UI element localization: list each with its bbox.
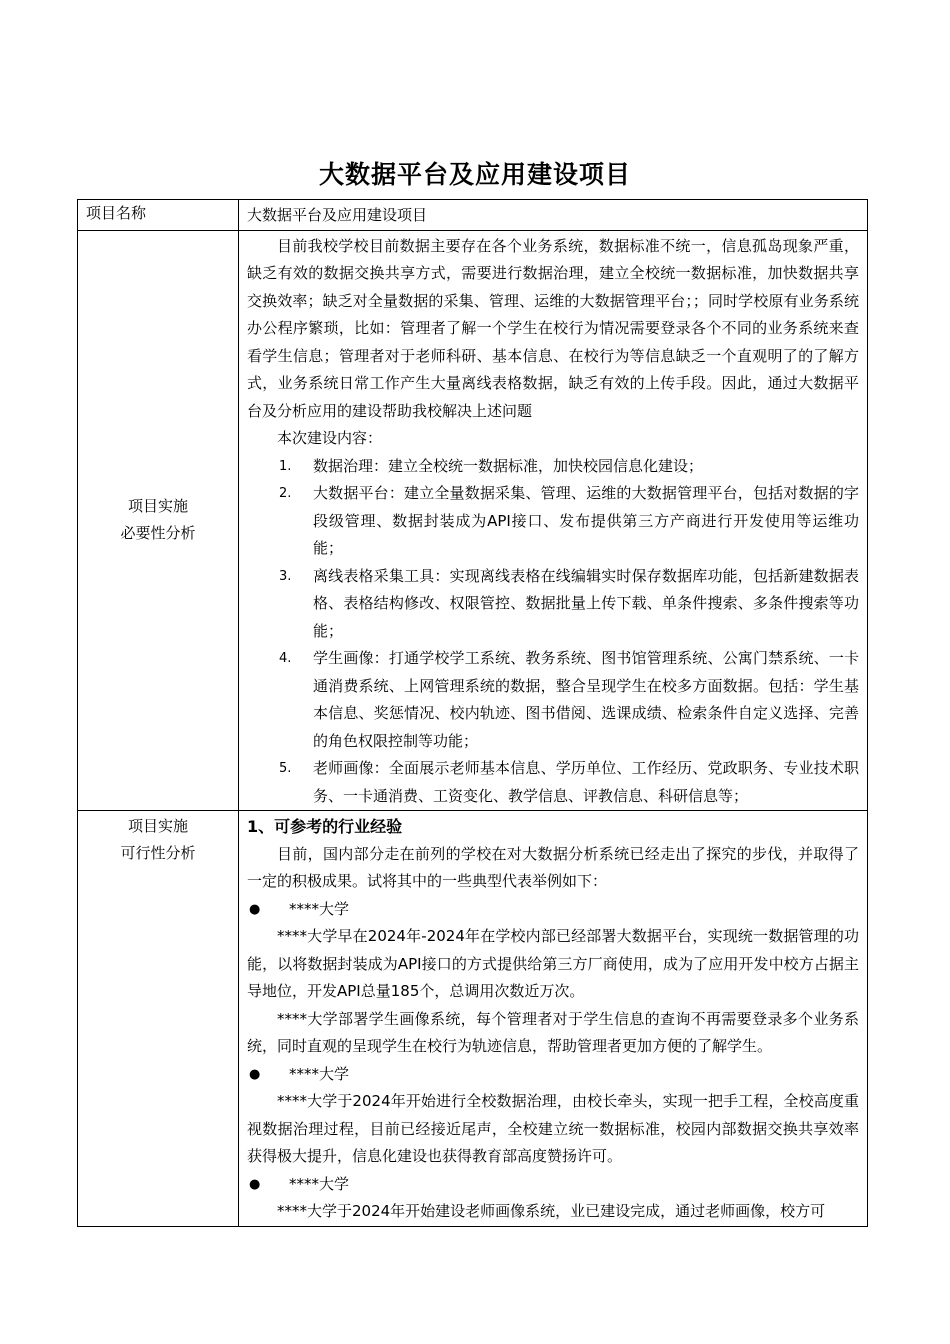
- label-necessity-line2: 必要性分析: [120, 524, 196, 543]
- label-necessity: [78, 230, 239, 811]
- list-item: [247, 480, 859, 563]
- item-number: 1.: [279, 458, 292, 474]
- paragraph-university-1a: ****大学早在2024年-2024年在学校内部已经部署大数据平台，实现统一数据管理的功能，以将数据封装成为API接口的方式提供给第三方厂商使用，成为了应用开发中校方占据主导地位，开发API总量185个，总调用次数近万次。: [247, 927, 859, 1000]
- list-item: [247, 563, 859, 646]
- bullet-dot-icon: ●: [249, 1176, 261, 1192]
- list-item: [247, 453, 859, 481]
- paragraph-university-3: ****大学于2024年开始建设老师画像系统，业已建设完成，通过老师画像，校方可: [277, 1202, 826, 1220]
- paragraph-university-1b: ****大学部署学生画像系统，每个管理者对于学生信息的查询不再需要登录多个业务系统，同时直观的呈现学生在校行为轨迹信息，帮助管理者更加方便的了解学生。: [247, 1009, 859, 1055]
- label-project-name: 项目名称: [78, 200, 239, 231]
- project-table: [77, 199, 868, 1227]
- label-feasibility-line1: 项目实施: [127, 817, 188, 835]
- paragraph-university-2: ****大学于2024年开始进行全校数据治理，由校长牵头，实现一把手工程，全校高度重视数据治理过程，目前已经接近尾声，全校建立统一数据标准，校园内部数据交换共享效率获得极大提升，信息化建设也获得教育部高度赞扬许可。: [247, 1092, 859, 1165]
- bullet-label: ****大学: [289, 1174, 350, 1193]
- item-number: 4.: [279, 651, 292, 666]
- item-text: 老师画像：全面展示老师基本信息、学历单位、工作经历、党政职务、专业技术职务、一卡通消费、工资变化、教学信息、评教信息、科研信息等；: [313, 759, 859, 805]
- value-project-name: 大数据平台及应用建设项目: [239, 200, 868, 231]
- feasibility-intro: 目前，国内部分走在前列的学校在对大数据分析系统已经走出了探究的步伐，并取得了一定的积极成果。试将其中的一些典型代表举例如下：: [247, 844, 859, 890]
- table-row-project-name: [78, 200, 868, 231]
- feasibility-content: [239, 811, 868, 1227]
- bullet-university-3: [247, 1171, 859, 1199]
- item-text: 学生画像：打通学校学工系统、教务系统、图书馆管理系统、公寓门禁系统、一卡通消费系统、上网管理系统的数据，整合呈现学生在校多方面数据。包括：学生基本信息、奖惩情况、校内轨迹、图书借阅、选课成绩、检索条件自定义选择、完善的角色权限控制等功能；: [313, 649, 859, 750]
- bullet-university-1: [247, 896, 859, 924]
- item-number: 5.: [279, 761, 292, 776]
- necessity-intro: 目前我校学校目前数据主要存在各个业务系统，数据标准不统一，信息孤岛现象严重，缺乏有效的数据交换共享方式，需要进行数据治理，建立全校统一数据标准，加快数据共享交换效率；缺乏对全量数据的采集、管理、运维的大数据管理平台；；同时学校原有业务系统办公程序繁琐，比如：管理者了解一个学生在校行为情况需要登录各个不同的业务系统来查看学生信息；管理者对于老师科研、基本信息、在校行为等信息缺乏一个直观明了的了解方式，业务系统日常工作产生大量离线表格数据，缺乏有效的上传手段。因此，通过大数据平台及分析应用的建设帮助我校解决上述问题: [247, 236, 859, 420]
- bullet-dot-icon: ●: [249, 1066, 261, 1082]
- document-title: 大数据平台及应用建设项目: [318, 160, 631, 189]
- item-number: 3.: [279, 568, 292, 584]
- section-heading: 1、可参考的行业经验: [247, 817, 403, 836]
- bullet-dot-icon: ●: [249, 901, 261, 917]
- bullet-university-2: [247, 1061, 859, 1089]
- table-row-feasibility: [78, 811, 868, 1227]
- list-item: [247, 755, 859, 810]
- bullet-label: ****大学: [289, 899, 350, 918]
- list-item: [247, 645, 859, 755]
- construction-items: [247, 453, 859, 811]
- construction-content-intro: 本次建设内容：: [277, 429, 383, 447]
- table-row-necessity: [78, 230, 868, 811]
- label-feasibility: [78, 811, 239, 1227]
- item-text: 大数据平台：建立全量数据采集、管理、运维的大数据管理平台，包括对数据的字段级管理、数据封装成为API接口、发布提供第三方产商进行开发使用等运维功能；: [313, 484, 859, 557]
- necessity-content: [239, 230, 868, 811]
- label-feasibility-line2: 可行性分析: [120, 844, 196, 862]
- item-number: 2.: [279, 486, 292, 501]
- label-necessity-line1: 项目实施: [127, 497, 188, 516]
- item-text: 离线表格采集工具：实现离线表格在线编辑实时保存数据库功能，包括新建数据表格、表格结构修改、权限管控、数据批量上传下载、单条件搜索、多条件搜索等功能；: [313, 566, 859, 640]
- bullet-label: ****大学: [289, 1064, 350, 1083]
- item-text: 数据治理：建立全校统一数据标准，加快校园信息化建设；: [313, 456, 704, 475]
